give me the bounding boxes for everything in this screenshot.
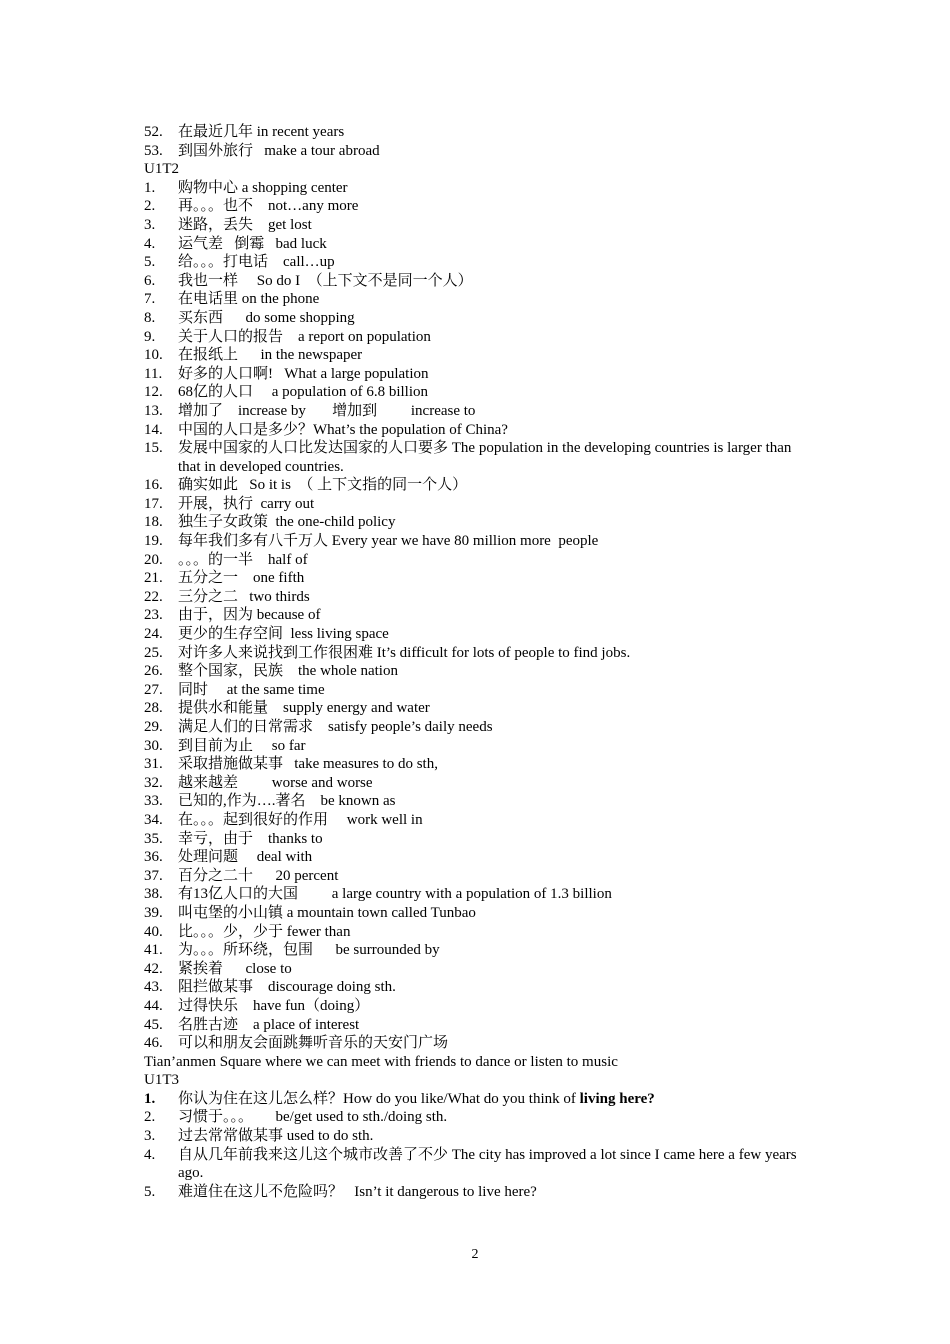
item-phrase: 到国外旅行 make a tour abroad: [178, 142, 380, 159]
item-text: [178, 309, 810, 328]
item-text: [178, 923, 810, 942]
list-item: [144, 644, 810, 663]
item-number: 40.: [144, 923, 163, 940]
list-item: [144, 792, 810, 811]
item-number: 15.: [144, 440, 163, 457]
list-item: [144, 588, 810, 607]
list-item: [144, 774, 810, 793]
item-number: 13.: [144, 402, 163, 419]
list-item: [144, 532, 810, 551]
item-phrase: 好多的人口啊! What a large population: [178, 365, 429, 382]
item-text: [178, 737, 810, 756]
list-item: [144, 904, 810, 923]
item-phrase: 在报纸上 in the newspaper: [178, 347, 363, 364]
item-text: [178, 123, 810, 142]
item-text: [178, 272, 810, 291]
item-phrase: 购物中心 a shopping center: [178, 179, 348, 196]
item-phrase: 增加了 increase by 增加到 increase to: [178, 402, 476, 419]
item-text: [178, 513, 810, 532]
item-phrase: 你认为住在这儿怎么样？How do you like/What do you think of: [178, 1090, 580, 1107]
list-item: [144, 811, 810, 830]
list-item: [144, 606, 810, 625]
item-number: 12.: [144, 384, 163, 401]
list-item: [144, 1127, 810, 1146]
list-item: [144, 699, 810, 718]
item-text: [178, 755, 810, 774]
list-item: [144, 755, 810, 774]
item-phrase: 越来越差 worse and worse: [178, 774, 373, 791]
item-text: [178, 774, 810, 793]
item-phrase: 自从几年前我来这儿这个城市改善了不少 The city has improved a lot since I came here a few years ago.: [178, 1146, 801, 1182]
list-item: [144, 978, 810, 997]
item-number: 33.: [144, 793, 163, 810]
item-text: [178, 978, 810, 997]
list-item: [144, 960, 810, 979]
item-number: 34.: [144, 811, 163, 828]
item-text: [178, 718, 810, 737]
list-item: [144, 1016, 810, 1035]
item-phrase: 整个国家，民族 the whole nation: [178, 663, 398, 680]
list-item: [144, 941, 810, 960]
item-number: 2.: [144, 198, 156, 215]
item-text: [178, 960, 810, 979]
item-number: 1.: [144, 1090, 156, 1107]
list-item: [144, 1146, 810, 1183]
item-phrase: 运气差 倒霉 bad luck: [178, 235, 327, 252]
item-phrase: 可以和朋友会面跳舞听音乐的天安门广场: [178, 1035, 449, 1052]
item-number: 52.: [144, 124, 163, 140]
list-item: [144, 1108, 810, 1127]
item-number: 53.: [144, 142, 163, 159]
list-item: [144, 1034, 810, 1053]
list-item: [144, 216, 810, 235]
item-number: 3.: [144, 1128, 156, 1145]
item-text: [178, 346, 810, 365]
item-number: 21.: [144, 570, 163, 587]
list-item: [144, 402, 810, 421]
item-number: 45.: [144, 1016, 163, 1033]
item-phrase: 过去常常做某事 used to do sth.: [178, 1128, 374, 1145]
item-number: 5.: [144, 1183, 156, 1200]
item-phrase: 处理问题 deal with: [178, 849, 313, 866]
item-phrase: 我也一样 So do I （上下文不是同一个人）: [178, 272, 473, 289]
item-text: [178, 439, 810, 476]
item-number: 8.: [144, 309, 156, 326]
item-phrase: 到目前为止 so far: [178, 737, 306, 754]
item-phrase: 买东西 do some shopping: [178, 309, 355, 326]
list-item: [144, 923, 810, 942]
item-phrase: 更少的生存空间 less living space: [178, 626, 389, 643]
list-item: [144, 551, 810, 570]
item-number: 23.: [144, 607, 163, 624]
item-text: [178, 142, 810, 161]
item-phrase: 给。。。打电话 call…up: [178, 254, 335, 271]
item-number: 38.: [144, 886, 163, 903]
list-item: [144, 718, 810, 737]
list-item: [144, 681, 810, 700]
item-text: [178, 495, 810, 514]
item-phrase: 百分之二十 20 percent: [178, 867, 339, 884]
item-number: 3.: [144, 216, 156, 233]
item-text: [178, 290, 810, 309]
item-phrase: 习惯于。。。 be/get used to sth./doing sth.: [178, 1109, 448, 1126]
item-text: [178, 383, 810, 402]
vocabulary-list: [144, 123, 810, 1201]
item-text: [178, 867, 810, 886]
list-item: [144, 625, 810, 644]
item-number: 16.: [144, 477, 163, 494]
item-text: [178, 569, 810, 588]
item-phrase: 已知的,作为….著名 be known as: [178, 793, 396, 810]
item-text: [178, 941, 810, 960]
item-phrase: 再。。。也不 not…any more: [178, 198, 359, 215]
item-number: 31.: [144, 756, 163, 773]
item-phrase: 提供水和能量 supply energy and water: [178, 700, 430, 717]
item-phrase: 比。。。少，少于 fewer than: [178, 923, 351, 940]
item-phrase: 开展，执行 carry out: [178, 495, 315, 512]
item-phrase: 有13亿人口的大国 a large country with a population of 1.3 billion: [178, 886, 612, 903]
list-item: [144, 197, 810, 216]
item-phrase: 满足人们的日常需求 satisfy people’s daily needs: [178, 719, 493, 735]
list-item: [144, 513, 810, 532]
item-text: [178, 1090, 810, 1109]
item-text: [178, 1146, 810, 1183]
list-item: [144, 309, 810, 328]
item-text: [178, 1016, 810, 1035]
item-number: 17.: [144, 495, 163, 512]
item-phrase: 阻拦做某事 discourage doing sth.: [178, 979, 396, 996]
list-item: [144, 495, 810, 514]
list-item: [144, 476, 810, 495]
section-heading: U1T3: [144, 1072, 179, 1089]
item-number: 41.: [144, 942, 163, 959]
item-text: [178, 216, 810, 235]
item-text: [178, 681, 810, 700]
list-item: [144, 439, 810, 476]
item-text: [178, 365, 810, 384]
list-item: [144, 737, 810, 756]
list-item: [144, 142, 810, 161]
item-number: 24.: [144, 626, 163, 643]
item-text: [178, 699, 810, 718]
item-phrase: 68亿的人口 a population of 6.8 billion: [178, 384, 428, 401]
list-item: [144, 997, 810, 1016]
item-number: 27.: [144, 681, 163, 698]
section-heading: U1T2: [144, 161, 179, 178]
item-number: 6.: [144, 272, 156, 289]
item-phrase: 发展中国家的人口比发达国家的人口要多 The population in the developing countries is larger than that in developed countries.: [178, 440, 796, 475]
item-text: [178, 1127, 810, 1146]
item-phrase: 在最近几年 in recent years: [178, 124, 345, 140]
item-phrase: 名胜古迹 a place of interest: [178, 1016, 360, 1033]
item-phrase: 关于人口的报告 a report on population: [178, 328, 431, 345]
item-text: [178, 662, 810, 681]
item-text: [178, 997, 810, 1016]
item-number: 4.: [144, 235, 156, 252]
list-item: [144, 235, 810, 254]
list-item: [144, 830, 810, 849]
item-number: 4.: [144, 1146, 156, 1163]
item-phrase: 过得快乐 have fun（doing）: [178, 997, 370, 1014]
item-text: [178, 792, 810, 811]
item-text: [178, 625, 810, 644]
item-number: 36.: [144, 849, 163, 866]
list-item: [144, 272, 810, 291]
item-text: [178, 1183, 810, 1202]
item-phrase: 确实如此 So it is （ 上下文指的同一个人）: [178, 477, 468, 494]
item-phrase: 每年我们多有八千万人 Every year we have 80 million more people: [178, 533, 599, 550]
list-item: [144, 346, 810, 365]
item-text: [178, 606, 810, 625]
item-number: 7.: [144, 291, 156, 308]
item-text: [178, 551, 810, 570]
list-item: [144, 848, 810, 867]
item-number: 42.: [144, 960, 163, 977]
list-item: [144, 290, 810, 309]
item-phrase: 五分之一 one fifth: [178, 570, 305, 587]
item-text: [178, 421, 810, 440]
item-text: [178, 904, 810, 923]
item-number: 35.: [144, 830, 163, 847]
list-item: [144, 662, 810, 681]
list-item: [144, 253, 810, 272]
item-bold-phrase: living here?: [579, 1090, 655, 1107]
item-text: [178, 1034, 810, 1053]
item-number: 26.: [144, 663, 163, 680]
item-number: 28.: [144, 700, 163, 717]
item-number: 39.: [144, 904, 163, 921]
list-item: [144, 569, 810, 588]
item-phrase: 难道住在这儿不危险吗？ Isn’t it dangerous to live here?: [178, 1183, 537, 1200]
item-text: [178, 179, 810, 198]
item-text: [178, 830, 810, 849]
item-number: 9.: [144, 328, 156, 345]
page-number: 2: [471, 1247, 479, 1262]
item-text: [178, 328, 810, 347]
item-number: 43.: [144, 979, 163, 996]
item-phrase: 。。。的一半 half of: [178, 551, 308, 568]
item-text: [178, 1108, 810, 1127]
item-phrase: 三分之二 two thirds: [178, 588, 310, 605]
item-number: 2.: [144, 1109, 156, 1126]
item-number: 32.: [144, 774, 163, 791]
item-phrase: 采取措施做某事 take measures to do sth,: [178, 756, 438, 773]
list-item: [144, 123, 810, 142]
item-number: 46.: [144, 1035, 163, 1052]
item-phrase: 为。。。所环绕，包围 be surrounded by: [178, 942, 440, 959]
list-item: [144, 179, 810, 198]
item-phrase: 在。。。起到很好的作用 work well in: [178, 811, 423, 828]
item-number: 5.: [144, 254, 156, 271]
item-text: [178, 476, 810, 495]
list-item: [144, 1090, 810, 1109]
item-number: 30.: [144, 737, 163, 754]
item-text: [178, 588, 810, 607]
item-text: [178, 532, 810, 551]
item-text: [178, 644, 810, 663]
list-item: [144, 328, 810, 347]
item-phrase: 中国的人口是多少？What’s the population of China?: [178, 421, 508, 438]
item-number: 20.: [144, 551, 163, 568]
item-text: [178, 253, 810, 272]
list-item: [144, 365, 810, 384]
list-item: [144, 1183, 810, 1202]
item-number: 11.: [144, 365, 163, 382]
item-text: [178, 811, 810, 830]
item-number: 1.: [144, 179, 156, 196]
item-number: 29.: [144, 719, 163, 735]
item-phrase: 同时 at the same time: [178, 681, 325, 698]
item-text: [178, 848, 810, 867]
item-text: [178, 885, 810, 904]
item-number: 37.: [144, 867, 163, 884]
item-number: 22.: [144, 588, 163, 605]
section-heading: Tian’anmen Square where we can meet with friends to dance or listen to music: [144, 1053, 618, 1070]
item-phrase: 叫屯堡的小山镇 a mountain town called Tunbao: [178, 904, 476, 921]
list-item: [144, 383, 810, 402]
item-phrase: 紧挨着 close to: [178, 960, 292, 977]
item-phrase: 对许多人来说找到工作很困难 It’s difficult for lots of people to find jobs.: [178, 644, 631, 661]
item-text: [178, 402, 810, 421]
item-phrase: 迷路，丢失 get lost: [178, 216, 312, 233]
item-text: [178, 235, 810, 254]
item-phrase: 幸亏，由于 thanks to: [178, 830, 323, 847]
item-number: 18.: [144, 514, 163, 531]
item-phrase: 在电话里 on the phone: [178, 291, 320, 308]
item-text: [178, 197, 810, 216]
list-item: [144, 867, 810, 886]
item-number: 10.: [144, 347, 163, 364]
item-number: 44.: [144, 997, 163, 1014]
item-phrase: 由于，因为 because of: [178, 607, 321, 624]
list-item: [144, 885, 810, 904]
item-number: 19.: [144, 533, 163, 550]
item-number: 25.: [144, 644, 163, 661]
list-item: [144, 421, 810, 440]
item-phrase: 独生子女政策 the one-child policy: [178, 514, 396, 531]
item-number: 14.: [144, 421, 163, 438]
